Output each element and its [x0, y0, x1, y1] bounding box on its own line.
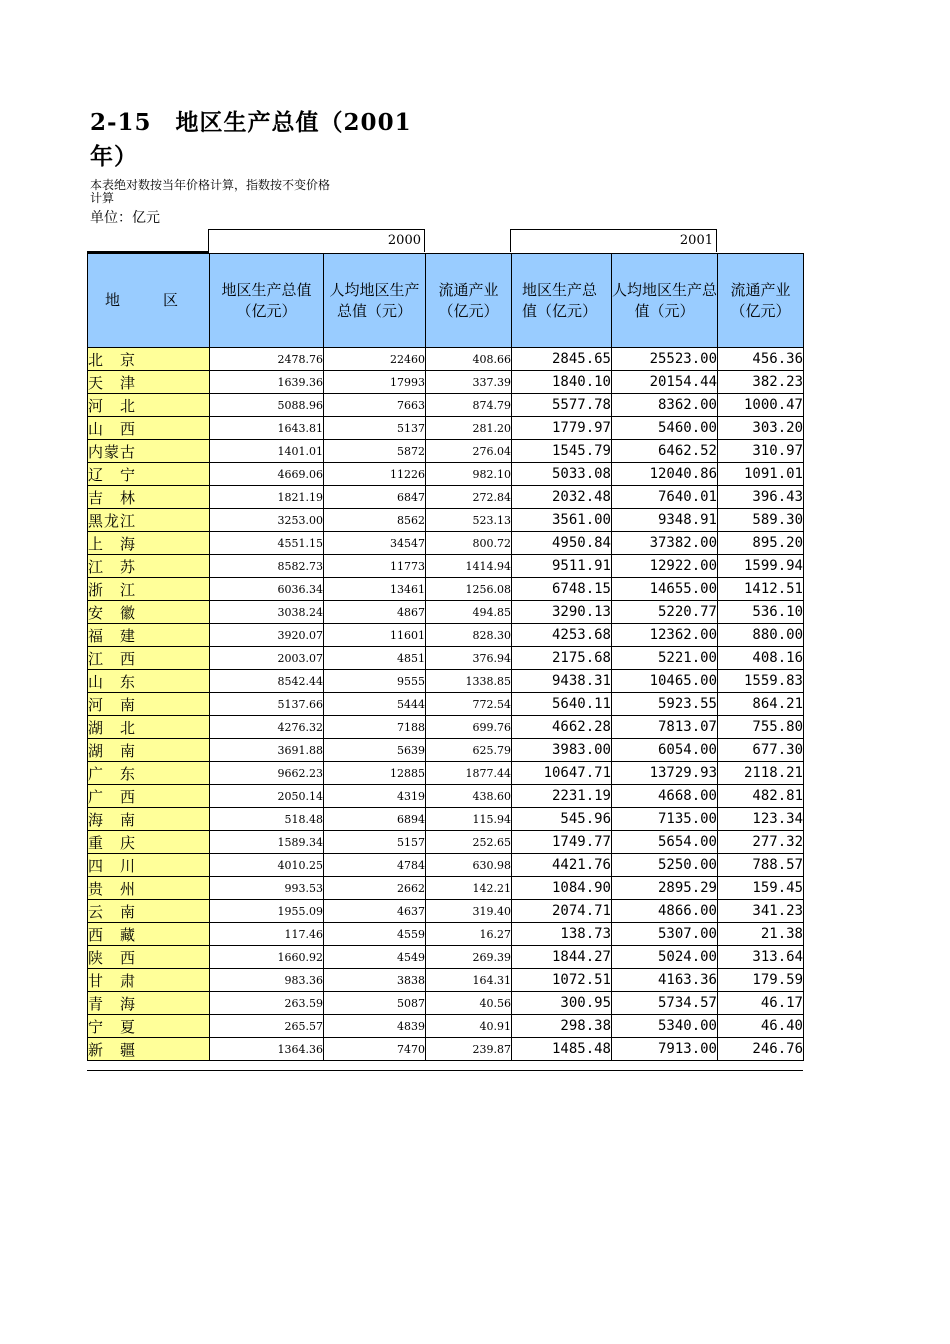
- gdp-2000-cell: 1364.36: [210, 1038, 324, 1061]
- per-capita-2001-cell: 12362.00: [612, 624, 718, 647]
- per-capita-2001-cell: 5923.55: [612, 693, 718, 716]
- circulation-2001-cell: 341.23: [718, 900, 804, 923]
- per-capita-2000-cell: 5157: [324, 831, 426, 854]
- region-cell: 河 北: [88, 394, 210, 417]
- gdp-2001-cell: 4421.76: [512, 854, 612, 877]
- gdp-2000-cell: 2478.76: [210, 348, 324, 371]
- circulation-2001-cell: 755.80: [718, 716, 804, 739]
- gdp-2001-cell: 6748.15: [512, 578, 612, 601]
- gdp-2001-cell: 3290.13: [512, 601, 612, 624]
- gdp-2000-cell: 5088.96: [210, 394, 324, 417]
- circulation-2000-cell: 1256.08: [426, 578, 512, 601]
- gdp-2000-cell: 2050.14: [210, 785, 324, 808]
- region-cell: 天 津: [88, 371, 210, 394]
- per-capita-2000-cell: 4559: [324, 923, 426, 946]
- region-cell: 云 南: [88, 900, 210, 923]
- table-row: [88, 601, 804, 624]
- per-capita-2001-cell: 5340.00: [612, 1015, 718, 1038]
- circulation-2000-cell: 630.98: [426, 854, 512, 877]
- region-cell: 海 南: [88, 808, 210, 831]
- circulation-2000-cell: 1338.85: [426, 670, 512, 693]
- per-capita-2001-cell: 13729.93: [612, 762, 718, 785]
- gdp-2001-cell: 2074.71: [512, 900, 612, 923]
- per-capita-2000-cell: 5872: [324, 440, 426, 463]
- per-capita-2001-cell: 4668.00: [612, 785, 718, 808]
- circulation-2001-cell: 159.45: [718, 877, 804, 900]
- per-capita-2000-cell: 11601: [324, 624, 426, 647]
- region-cell: 贵 州: [88, 877, 210, 900]
- per-capita-2001-cell: 5250.00: [612, 854, 718, 877]
- per-capita-2000-cell: 5444: [324, 693, 426, 716]
- per-capita-2000-cell: 9555: [324, 670, 426, 693]
- circulation-2000-cell: 828.30: [426, 624, 512, 647]
- gdp-2000-cell: 1639.36: [210, 371, 324, 394]
- circulation-2001-cell: 864.21: [718, 693, 804, 716]
- per-capita-2000-cell: 7663: [324, 394, 426, 417]
- gdp-2001-cell: 1072.51: [512, 969, 612, 992]
- per-capita-2001-cell: 5734.57: [612, 992, 718, 1015]
- gdp-2000-cell: 8542.44: [210, 670, 324, 693]
- gdp-2001-cell: 2032.48: [512, 486, 612, 509]
- per-capita-2001-cell: 5307.00: [612, 923, 718, 946]
- circulation-2000-cell: 272.84: [426, 486, 512, 509]
- per-capita-2001-cell: 5654.00: [612, 831, 718, 854]
- per-capita-2000-cell: 4549: [324, 946, 426, 969]
- circulation-2001-cell: 880.00: [718, 624, 804, 647]
- per-capita-2000-cell: 4784: [324, 854, 426, 877]
- gdp-2001-cell: 4662.28: [512, 716, 612, 739]
- table-row: [88, 463, 804, 486]
- gdp-2001-cell: 1779.97: [512, 417, 612, 440]
- gdp-2000-cell: 1643.81: [210, 417, 324, 440]
- region-cell: 北 京: [88, 348, 210, 371]
- gdp-2001-cell: 9511.91: [512, 555, 612, 578]
- circulation-2000-cell: 269.39: [426, 946, 512, 969]
- gdp-2001-cell: 138.73: [512, 923, 612, 946]
- per-capita-2000-cell: 4867: [324, 601, 426, 624]
- gdp-2000-cell: 2003.07: [210, 647, 324, 670]
- per-capita-2001-cell: 25523.00: [612, 348, 718, 371]
- circulation-2001-cell: 536.10: [718, 601, 804, 624]
- table-row: [88, 1015, 804, 1038]
- circulation-2001-cell: 1559.83: [718, 670, 804, 693]
- gdp-2001-cell: 5577.78: [512, 394, 612, 417]
- table-row: [88, 417, 804, 440]
- gdp-2001-cell: 1545.79: [512, 440, 612, 463]
- table-row: [88, 509, 804, 532]
- circulation-2000-cell: 164.31: [426, 969, 512, 992]
- circulation-2001-cell: 482.81: [718, 785, 804, 808]
- per-capita-2000-cell: 3838: [324, 969, 426, 992]
- circulation-2001-cell: 303.20: [718, 417, 804, 440]
- region-cell: 西 藏: [88, 923, 210, 946]
- circulation-2000-cell: 239.87: [426, 1038, 512, 1061]
- gdp-2001-cell: 3561.00: [512, 509, 612, 532]
- per-capita-2000-cell: 7470: [324, 1038, 426, 1061]
- gdp-2000-cell: 1821.19: [210, 486, 324, 509]
- circulation-2000-cell: 494.85: [426, 601, 512, 624]
- per-capita-2000-cell: 22460: [324, 348, 426, 371]
- per-capita-2000-header: 人均地区生产总值（元）: [324, 254, 426, 348]
- gdp-2000-cell: 1401.01: [210, 440, 324, 463]
- circulation-2001-cell: 46.17: [718, 992, 804, 1015]
- circulation-2001-cell: 456.36: [718, 348, 804, 371]
- gdp-2000-cell: 1955.09: [210, 900, 324, 923]
- gdp-2001-cell: 4253.68: [512, 624, 612, 647]
- circulation-2000-cell: 376.94: [426, 647, 512, 670]
- gdp-2001-cell: 1749.77: [512, 831, 612, 854]
- table-row: [88, 716, 804, 739]
- circulation-2000-cell: 276.04: [426, 440, 512, 463]
- circulation-2001-cell: 677.30: [718, 739, 804, 762]
- per-capita-2000-cell: 34547: [324, 532, 426, 555]
- table-row: [88, 739, 804, 762]
- gdp-2001-cell: 2175.68: [512, 647, 612, 670]
- region-cell: 宁 夏: [88, 1015, 210, 1038]
- circulation-2001-cell: 46.40: [718, 1015, 804, 1038]
- region-cell: 陕 西: [88, 946, 210, 969]
- per-capita-2001-cell: 37382.00: [612, 532, 718, 555]
- region-cell: 上 海: [88, 532, 210, 555]
- per-capita-2000-cell: 8562: [324, 509, 426, 532]
- gdp-2001-cell: 298.38: [512, 1015, 612, 1038]
- gdp-2001-header: 地区生产总值（亿元）: [512, 254, 612, 348]
- per-capita-2001-cell: 5221.00: [612, 647, 718, 670]
- circulation-2001-cell: 21.38: [718, 923, 804, 946]
- per-capita-2001-cell: 5024.00: [612, 946, 718, 969]
- circulation-2000-cell: 1877.44: [426, 762, 512, 785]
- region-cell: 吉 林: [88, 486, 210, 509]
- circulation-2001-cell: 310.97: [718, 440, 804, 463]
- region-cell: 黑龙江: [88, 509, 210, 532]
- region-cell: 青 海: [88, 992, 210, 1015]
- gdp-2001-cell: 5033.08: [512, 463, 612, 486]
- per-capita-2001-cell: 7135.00: [612, 808, 718, 831]
- per-capita-2001-cell: 5220.77: [612, 601, 718, 624]
- gdp-2001-cell: 3983.00: [512, 739, 612, 762]
- gdp-2000-cell: 3038.24: [210, 601, 324, 624]
- table-row: [88, 992, 804, 1015]
- circulation-2000-cell: 281.20: [426, 417, 512, 440]
- table-row: [88, 785, 804, 808]
- gdp-2000-cell: 9662.23: [210, 762, 324, 785]
- circulation-2000-cell: 319.40: [426, 900, 512, 923]
- circulation-2000-cell: 800.72: [426, 532, 512, 555]
- gdp-2001-cell: 545.96: [512, 808, 612, 831]
- circulation-2000-cell: 625.79: [426, 739, 512, 762]
- region-cell: 甘 肃: [88, 969, 210, 992]
- per-capita-2000-cell: 17993: [324, 371, 426, 394]
- per-capita-2001-cell: 4866.00: [612, 900, 718, 923]
- per-capita-2000-cell: 6894: [324, 808, 426, 831]
- per-capita-2001-cell: 12922.00: [612, 555, 718, 578]
- year-label-2000: 2000: [208, 229, 425, 252]
- per-capita-2001-cell: 12040.86: [612, 463, 718, 486]
- gdp-2001-cell: 1485.48: [512, 1038, 612, 1061]
- gdp-2001-cell: 2231.19: [512, 785, 612, 808]
- circulation-2000-cell: 1414.94: [426, 555, 512, 578]
- table-row: [88, 394, 804, 417]
- gdp-2000-cell: 8582.73: [210, 555, 324, 578]
- table-row: [88, 440, 804, 463]
- gdp-2000-cell: 4669.06: [210, 463, 324, 486]
- per-capita-2000-cell: 4851: [324, 647, 426, 670]
- region-cell: 福 建: [88, 624, 210, 647]
- per-capita-2001-cell: 10465.00: [612, 670, 718, 693]
- unit-label: 单位：亿元: [90, 210, 160, 226]
- gdp-2000-cell: 263.59: [210, 992, 324, 1015]
- region-cell: 安 徽: [88, 601, 210, 624]
- per-capita-2001-cell: 9348.91: [612, 509, 718, 532]
- gdp-2000-cell: 1660.92: [210, 946, 324, 969]
- table-row: [88, 946, 804, 969]
- table-row: [88, 486, 804, 509]
- table-row: [88, 532, 804, 555]
- gdp-2001-cell: 1844.27: [512, 946, 612, 969]
- page-title: 2-15 地区生产总值（2001年）: [90, 109, 412, 170]
- gdp-2000-cell: 518.48: [210, 808, 324, 831]
- gdp-2000-cell: 3691.88: [210, 739, 324, 762]
- circulation-2001-cell: 589.30: [718, 509, 804, 532]
- gdp-2001-cell: 1084.90: [512, 877, 612, 900]
- circulation-2001-cell: 788.57: [718, 854, 804, 877]
- gdp-2000-cell: 6036.34: [210, 578, 324, 601]
- per-capita-2000-cell: 4319: [324, 785, 426, 808]
- per-capita-2000-cell: 11226: [324, 463, 426, 486]
- circulation-2001-cell: 1599.94: [718, 555, 804, 578]
- table-row: [88, 624, 804, 647]
- gdp-2000-header: 地区生产总值（亿元）: [210, 254, 324, 348]
- per-capita-2001-cell: 8362.00: [612, 394, 718, 417]
- region-cell: 山 东: [88, 670, 210, 693]
- circulation-2000-cell: 142.21: [426, 877, 512, 900]
- table-row: [88, 831, 804, 854]
- region-cell: 江 苏: [88, 555, 210, 578]
- circulation-2000-cell: 772.54: [426, 693, 512, 716]
- circulation-2001-cell: 1000.47: [718, 394, 804, 417]
- per-capita-2000-cell: 11773: [324, 555, 426, 578]
- region-cell: 内蒙古: [88, 440, 210, 463]
- circulation-2000-cell: 438.60: [426, 785, 512, 808]
- per-capita-2001-cell: 5460.00: [612, 417, 718, 440]
- circulation-2001-cell: 396.43: [718, 486, 804, 509]
- table-row: [88, 969, 804, 992]
- circulation-2000-cell: 252.65: [426, 831, 512, 854]
- per-capita-2000-cell: 13461: [324, 578, 426, 601]
- per-capita-2001-cell: 6462.52: [612, 440, 718, 463]
- region-cell: 湖 南: [88, 739, 210, 762]
- per-capita-2001-cell: 20154.44: [612, 371, 718, 394]
- region-cell: 辽 宁: [88, 463, 210, 486]
- circulation-2000-header: 流通产业（亿元）: [426, 254, 512, 348]
- region-cell: 新 疆: [88, 1038, 210, 1061]
- region-cell: 河 南: [88, 693, 210, 716]
- header-row: [88, 254, 804, 348]
- gdp-2000-cell: 117.46: [210, 923, 324, 946]
- table-row: [88, 371, 804, 394]
- per-capita-2000-cell: 2662: [324, 877, 426, 900]
- gdp-2001-cell: 5640.11: [512, 693, 612, 716]
- table-row: [88, 670, 804, 693]
- circulation-2001-cell: 2118.21: [718, 762, 804, 785]
- circulation-2000-cell: 40.56: [426, 992, 512, 1015]
- per-capita-2001-cell: 14655.00: [612, 578, 718, 601]
- circulation-2001-cell: 246.76: [718, 1038, 804, 1061]
- table-row: [88, 877, 804, 900]
- per-capita-2001-cell: 7913.00: [612, 1038, 718, 1061]
- table-row: [88, 900, 804, 923]
- table-note: 本表绝对数按当年价格计算，指数按不变价格计算: [90, 178, 331, 205]
- region-cell: 四 川: [88, 854, 210, 877]
- circulation-2001-cell: 179.59: [718, 969, 804, 992]
- circulation-2000-cell: 337.39: [426, 371, 512, 394]
- circulation-2001-cell: 408.16: [718, 647, 804, 670]
- gdp-2000-cell: 4010.25: [210, 854, 324, 877]
- per-capita-2000-cell: 4839: [324, 1015, 426, 1038]
- per-capita-2000-cell: 7188: [324, 716, 426, 739]
- region-header: 地 区: [88, 254, 210, 348]
- region-cell: 山 西: [88, 417, 210, 440]
- gdp-2001-cell: 300.95: [512, 992, 612, 1015]
- gdp-2001-cell: 2845.65: [512, 348, 612, 371]
- gdp-2001-cell: 1840.10: [512, 371, 612, 394]
- table-row: [88, 647, 804, 670]
- per-capita-2001-cell: 6054.00: [612, 739, 718, 762]
- year-label-2001: 2001: [510, 229, 717, 252]
- per-capita-2000-cell: 5639: [324, 739, 426, 762]
- circulation-2000-cell: 408.66: [426, 348, 512, 371]
- circulation-2001-cell: 1091.01: [718, 463, 804, 486]
- per-capita-2000-cell: 5087: [324, 992, 426, 1015]
- gdp-table: [87, 253, 804, 1061]
- table-row: [88, 693, 804, 716]
- region-cell: 浙 江: [88, 578, 210, 601]
- per-capita-2000-cell: 4637: [324, 900, 426, 923]
- per-capita-2001-header: 人均地区生产总值（元）: [612, 254, 718, 348]
- circulation-2000-cell: 699.76: [426, 716, 512, 739]
- gdp-2000-cell: 993.53: [210, 877, 324, 900]
- per-capita-2000-cell: 12885: [324, 762, 426, 785]
- per-capita-2000-cell: 5137: [324, 417, 426, 440]
- table-row: [88, 578, 804, 601]
- circulation-2001-cell: 123.34: [718, 808, 804, 831]
- region-cell: 广 西: [88, 785, 210, 808]
- gdp-2000-cell: 4551.15: [210, 532, 324, 555]
- table-row: [88, 762, 804, 785]
- gdp-2001-cell: 4950.84: [512, 532, 612, 555]
- circulation-2000-cell: 40.91: [426, 1015, 512, 1038]
- circulation-2001-cell: 895.20: [718, 532, 804, 555]
- table-row: [88, 1038, 804, 1061]
- circulation-2001-cell: 313.64: [718, 946, 804, 969]
- region-cell: 湖 北: [88, 716, 210, 739]
- gdp-2000-cell: 3920.07: [210, 624, 324, 647]
- region-cell: 广 东: [88, 762, 210, 785]
- circulation-2000-cell: 115.94: [426, 808, 512, 831]
- gdp-2000-cell: 3253.00: [210, 509, 324, 532]
- per-capita-2001-cell: 4163.36: [612, 969, 718, 992]
- table-row: [88, 348, 804, 371]
- circulation-2001-cell: 1412.51: [718, 578, 804, 601]
- table-row: [88, 555, 804, 578]
- circulation-2000-cell: 523.13: [426, 509, 512, 532]
- per-capita-2001-cell: 7813.07: [612, 716, 718, 739]
- circulation-2000-cell: 982.10: [426, 463, 512, 486]
- circulation-2000-cell: 874.79: [426, 394, 512, 417]
- per-capita-2001-cell: 7640.01: [612, 486, 718, 509]
- gdp-2000-cell: 265.57: [210, 1015, 324, 1038]
- per-capita-2001-cell: 2895.29: [612, 877, 718, 900]
- gdp-2001-cell: 10647.71: [512, 762, 612, 785]
- region-cell: 江 西: [88, 647, 210, 670]
- table-row: [88, 923, 804, 946]
- gdp-2000-cell: 5137.66: [210, 693, 324, 716]
- table-row: [88, 854, 804, 877]
- circulation-2001-header: 流通产业（亿元）: [718, 254, 804, 348]
- table-bottom-border: [87, 1070, 803, 1071]
- gdp-2000-cell: 983.36: [210, 969, 324, 992]
- table-row: [88, 808, 804, 831]
- circulation-2001-cell: 277.32: [718, 831, 804, 854]
- circulation-2001-cell: 382.23: [718, 371, 804, 394]
- per-capita-2000-cell: 6847: [324, 486, 426, 509]
- region-cell: 重 庆: [88, 831, 210, 854]
- gdp-2000-cell: 1589.34: [210, 831, 324, 854]
- circulation-2000-cell: 16.27: [426, 923, 512, 946]
- gdp-2001-cell: 9438.31: [512, 670, 612, 693]
- gdp-2000-cell: 4276.32: [210, 716, 324, 739]
